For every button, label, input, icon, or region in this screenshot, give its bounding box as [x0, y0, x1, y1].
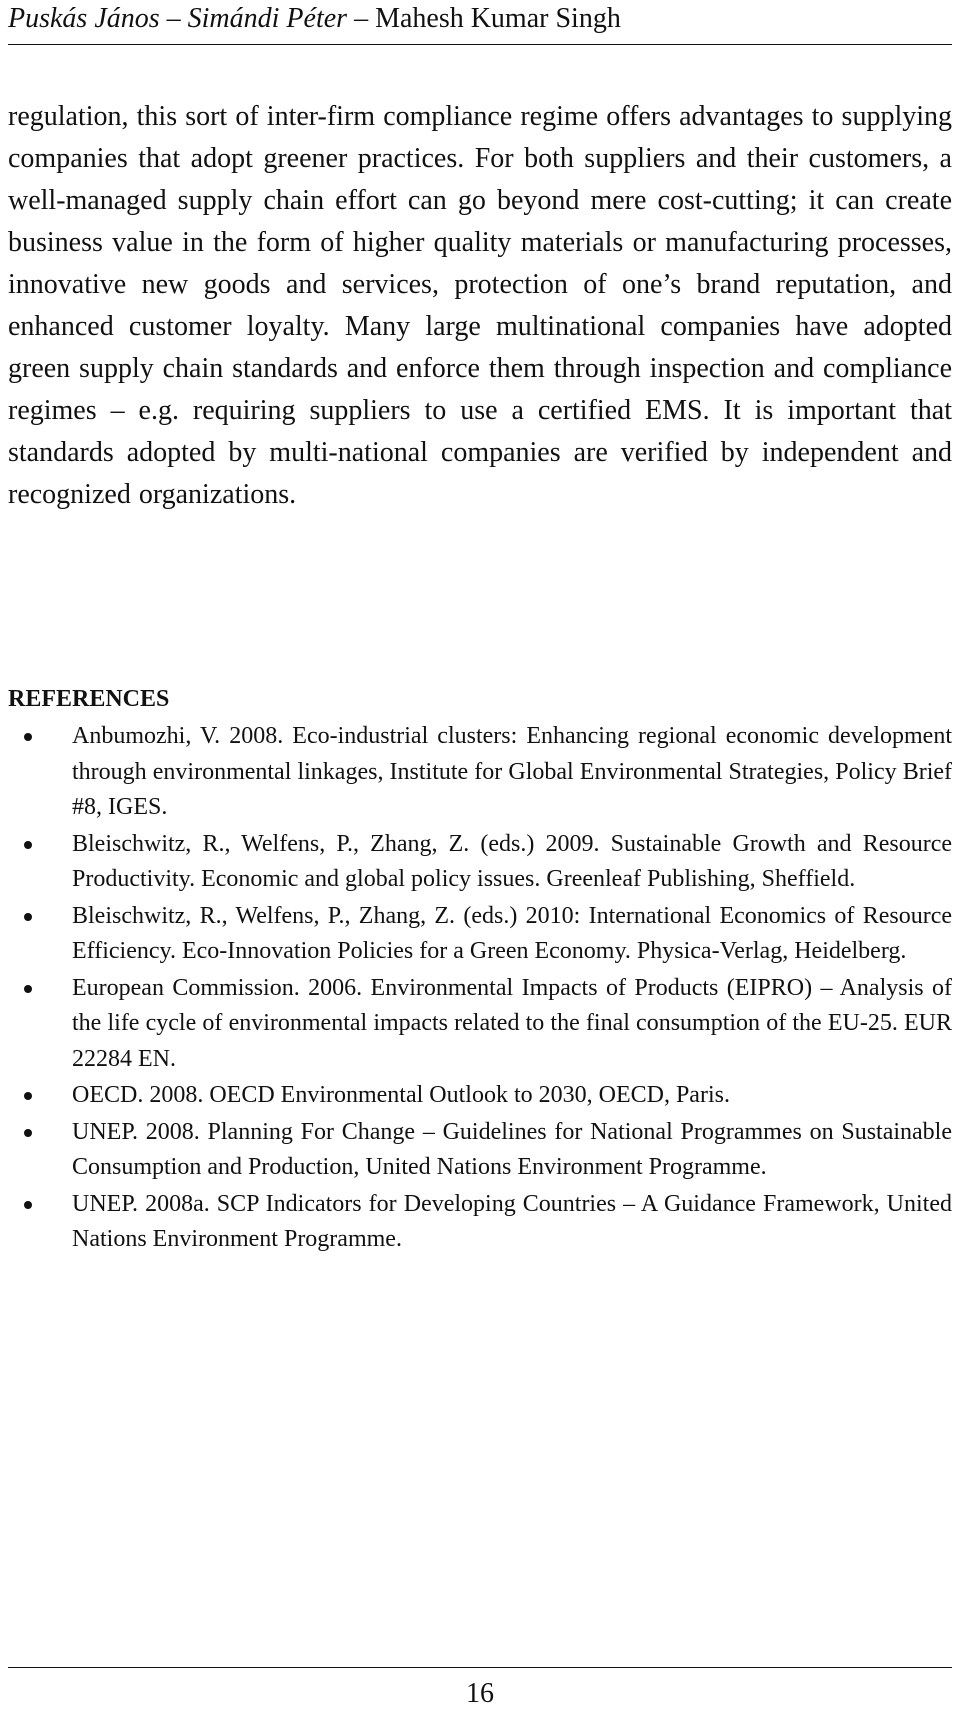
header-divider: [8, 44, 952, 45]
bullet-icon: [24, 841, 32, 849]
reference-item: [8, 1187, 952, 1258]
reference-text: Bleischwitz, R., Welfens, P., Zhang, Z. (eds.) 2010: International Economics of Resource Efficiency. Eco-Innovation Policies for a Green Economy. Physica-Verlag, Heidelberg.: [72, 902, 952, 964]
bullet-icon: [24, 985, 32, 993]
header-authors-italic: Puskás János – Simándi Péter –: [8, 3, 376, 34]
reference-text: OECD. 2008. OECD Environmental Outlook to 2030, OECD, Paris.: [72, 1082, 730, 1108]
reference-item: [8, 719, 952, 826]
bullet-icon: [24, 1092, 32, 1100]
page-number: 16: [466, 1678, 494, 1709]
reference-text: European Commission. 2006. Environmental Impacts of Products (EIPRO) – Analysis of the life cycle of environmental impacts related to the final consumption of the EU-25. EUR 22284 EN.: [72, 974, 952, 1072]
running-header: [8, 2, 952, 36]
header-authors-plain: Mahesh Kumar Singh: [375, 3, 621, 34]
reference-text: Bleischwitz, R., Welfens, P., Zhang, Z. (eds.) 2009. Sustainable Growth and Resource Productivity. Economic and global policy issues. Greenleaf Publishing, Sheffield.: [72, 830, 952, 892]
reference-item: [8, 827, 952, 898]
bullet-icon: [24, 733, 32, 741]
reference-item: [8, 1078, 952, 1114]
reference-text: UNEP. 2008. Planning For Change – Guidelines for National Programmes on Sustainable Consumption and Production, United Nations Environment Programme.: [72, 1118, 952, 1180]
reference-item: [8, 899, 952, 970]
footer-divider: [8, 1667, 952, 1668]
body-paragraph: regulation, this sort of inter-firm compliance regime offers advantages to supplying companies that adopt greener practices. For both suppliers and their customers, a well-managed supply chain effort can go beyond mere cost-cutting; it can create business value in the form of higher quality materials or manufacturing processes, innovative new goods and services, protection of one’s brand reputation, and enhanced customer loyalty. Many large multinational companies have adopted green supply chain standards and enforce them through inspection and compliance regimes – e.g. requiring suppliers to use a certified EMS. It is important that standards adopted by multi-national companies are verified by independent and recognized organizations.: [8, 101, 952, 510]
bullet-icon: [24, 913, 32, 921]
bullet-icon: [24, 1201, 32, 1209]
reference-item: [8, 1115, 952, 1186]
references-heading: REFERENCES: [8, 686, 170, 712]
references-list: [8, 719, 952, 1259]
bullet-icon: [24, 1129, 32, 1137]
reference-text: UNEP. 2008a. SCP Indicators for Developing Countries – A Guidance Framework, United Nations Environment Programme.: [72, 1190, 952, 1252]
reference-text: Anbumozhi, V. 2008. Eco-industrial clusters: Enhancing regional economic development through environmental linkages, Institute for Global Environmental Strategies, Policy Brief #8, IGES.: [72, 723, 952, 820]
reference-item: [8, 971, 952, 1078]
